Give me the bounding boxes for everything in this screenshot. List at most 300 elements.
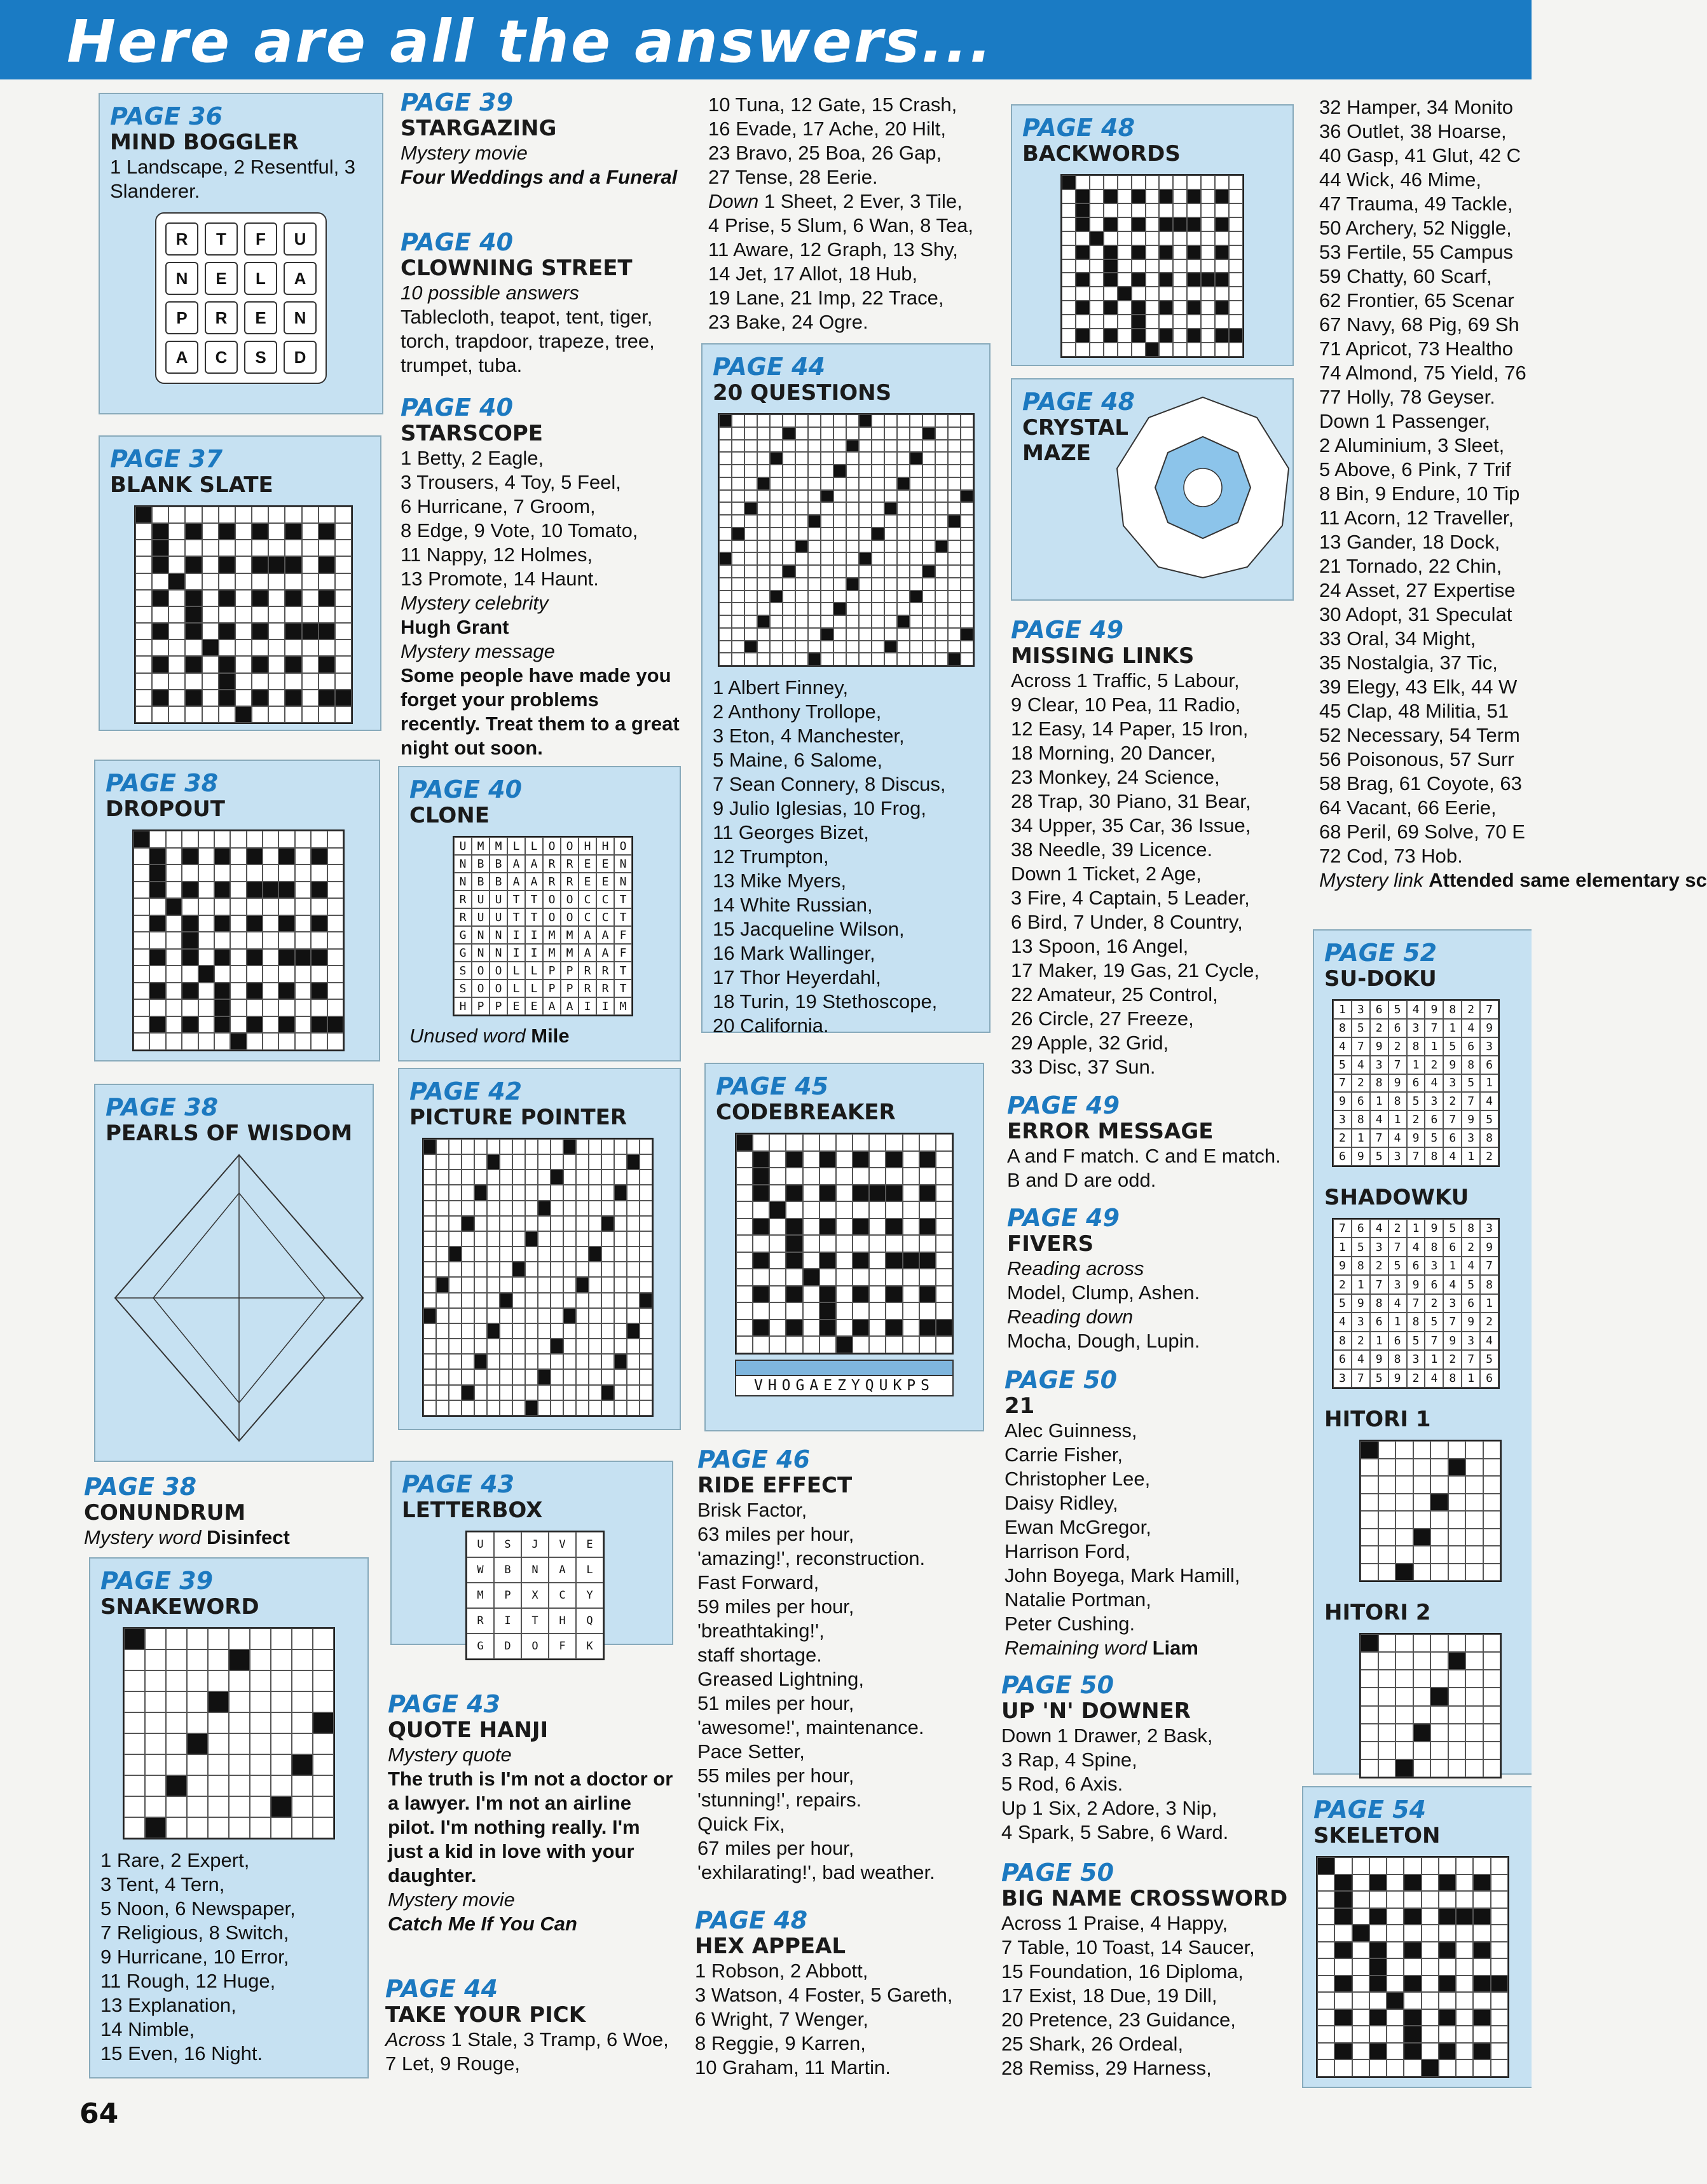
grid-cell	[1173, 287, 1187, 301]
grid-cell	[487, 1323, 500, 1339]
grid-cell: 9	[1462, 1313, 1480, 1331]
grid-cell	[869, 1286, 886, 1303]
grid-cell	[500, 1277, 512, 1292]
grid-cell	[576, 1185, 589, 1200]
grid-cell	[744, 440, 757, 453]
grid-cell: 7	[1352, 1037, 1370, 1056]
grid-cell	[263, 1033, 278, 1050]
grid-cell	[1104, 203, 1118, 217]
grid-cell	[1404, 2059, 1421, 2077]
grid-cell	[833, 502, 846, 515]
grid-cell	[268, 623, 285, 639]
grid-cell	[627, 1262, 640, 1277]
grid-cell	[500, 1308, 512, 1323]
grid-cell	[884, 452, 897, 465]
answer-line: 35 Nostalgia, 37 Tic,	[1319, 652, 1498, 674]
answer-line: 3 Rap, 4 Spine,	[1001, 1749, 1137, 1771]
grid-cell	[1187, 273, 1201, 287]
grid-cell	[744, 540, 757, 553]
grid-cell	[208, 1733, 229, 1754]
grid-cell	[219, 590, 235, 606]
grid-cell	[897, 440, 910, 453]
grid-cell	[235, 590, 252, 606]
grid-cell	[182, 932, 198, 949]
unused-answer: Mile	[531, 1025, 570, 1047]
grid-cell	[462, 1400, 474, 1416]
grid-cell	[859, 502, 872, 515]
grid-cell: 5	[1443, 1219, 1462, 1238]
grid-cell	[149, 1016, 165, 1034]
grid-cell	[462, 1369, 474, 1384]
grid-cell	[124, 1733, 145, 1754]
grid-cell	[1229, 329, 1243, 343]
grid-cell	[152, 590, 168, 606]
grid-cell	[1456, 2026, 1473, 2043]
grid-cell	[936, 1134, 952, 1151]
grid-cell	[124, 1754, 145, 1775]
grid-cell	[214, 898, 230, 915]
grid-cell	[1456, 1942, 1473, 1959]
grid-cell	[1473, 2026, 1490, 2043]
grid-cell	[247, 848, 263, 865]
grid-cell	[182, 966, 198, 983]
grid-cell	[525, 1154, 538, 1170]
grid-cell: 9	[1370, 1037, 1388, 1056]
answer-line: John Boyega, Mark Hamill,	[1004, 1564, 1240, 1587]
grid-cell	[1215, 189, 1229, 203]
grid-cell: 6	[1333, 1350, 1352, 1368]
grid-cell	[961, 502, 973, 515]
grid-cell	[884, 440, 897, 453]
grid-cell	[214, 932, 230, 949]
grid-cell	[936, 1269, 952, 1286]
grid-cell	[884, 578, 897, 590]
grid-cell	[640, 1339, 652, 1354]
grid-cell	[134, 864, 149, 882]
grid-cell	[1404, 1958, 1421, 1976]
grid-cell	[1448, 1564, 1466, 1581]
grid-cell: 5	[1388, 1257, 1407, 1275]
grid-cell	[198, 864, 214, 882]
grid-cell	[886, 1134, 902, 1151]
grid-cell	[948, 414, 961, 427]
grid-cell	[1317, 2009, 1334, 2026]
grid-cell	[285, 639, 301, 656]
grid-cell: B	[472, 855, 490, 873]
grid-cell	[757, 490, 770, 503]
grid-cell	[1317, 1942, 1334, 1959]
grid-cell	[135, 639, 152, 656]
grid-cell	[897, 615, 910, 628]
grid-cell	[1118, 301, 1132, 315]
grid-cell	[640, 1154, 652, 1170]
grid-cell	[872, 477, 884, 490]
grid-cell	[335, 706, 352, 723]
grid-cell	[836, 1168, 853, 1185]
page-label: PAGE 38	[106, 769, 219, 797]
grid-cell	[833, 628, 846, 641]
grid-cell	[335, 590, 352, 606]
answer-line: 11 Aware, 12 Graph, 13 Shy,	[708, 238, 958, 261]
answer-line: 5 Noon, 6 Newspaper,	[100, 1897, 296, 1920]
grid-cell	[886, 1269, 902, 1286]
grid-cell	[1215, 245, 1229, 259]
grid-cell	[202, 623, 219, 639]
grid-cell	[1465, 1441, 1483, 1459]
grid-cell	[271, 1733, 292, 1754]
grid-cell: 7	[1407, 1147, 1425, 1166]
grid-cell	[208, 1775, 229, 1796]
grid-cell: R	[543, 855, 561, 873]
grid-cell	[335, 656, 352, 672]
grid-cell	[576, 1216, 589, 1231]
grid-cell: 7	[1462, 1092, 1480, 1110]
grid-cell	[576, 1293, 589, 1308]
grid-cell	[919, 1269, 936, 1286]
grid-cell	[1104, 231, 1118, 245]
grid-cell	[551, 1139, 563, 1154]
grid-cell	[1473, 1942, 1490, 1959]
grid-cell	[563, 1277, 576, 1292]
grid-cell	[134, 932, 149, 949]
grid-cell	[935, 414, 948, 427]
grid-cell	[219, 523, 235, 540]
grid-cell	[252, 656, 268, 672]
grid-cell	[1090, 245, 1104, 259]
grid-cell	[948, 528, 961, 540]
grid-cell	[449, 1185, 462, 1200]
grid-cell	[1076, 217, 1090, 231]
grid-cell	[1378, 1634, 1396, 1652]
grid-cell	[769, 1235, 786, 1252]
grid-cell	[263, 882, 278, 899]
grid-cell	[1465, 1670, 1483, 1688]
grid-cell	[250, 1796, 271, 1817]
grid-cell	[1369, 2009, 1387, 2026]
grid-cell	[449, 1231, 462, 1246]
grid-cell	[423, 1246, 436, 1262]
grid-cell	[512, 1308, 525, 1323]
grid-cell: 8	[1425, 1238, 1443, 1256]
grid-cell	[423, 1293, 436, 1308]
grid-cell: 1	[1480, 1074, 1498, 1093]
grid-cell	[783, 628, 795, 641]
grid-cell	[836, 1134, 853, 1151]
sudoku-section	[1313, 929, 1532, 1775]
answer-line: 23 Monkey, 24 Science,	[1011, 766, 1220, 788]
grid-cell: 4	[1425, 1369, 1443, 1388]
grid-cell	[819, 1201, 836, 1218]
grid-cell	[1132, 301, 1146, 315]
grid-cell	[935, 515, 948, 528]
grid-cell	[719, 615, 732, 628]
grid-cell	[512, 1185, 525, 1200]
grid-cell	[1062, 217, 1076, 231]
grid-cell	[795, 528, 808, 540]
grid-cell	[872, 641, 884, 653]
grid-cell	[168, 656, 185, 672]
grid-cell	[910, 465, 922, 477]
grid-cell	[910, 490, 922, 503]
grid-cell: U	[472, 891, 490, 908]
grid-cell	[903, 1269, 919, 1286]
grid-cell	[1229, 189, 1243, 203]
grid-cell: 8	[1352, 1257, 1370, 1275]
grid-cell: 2	[1443, 1092, 1462, 1110]
grid-cell	[732, 603, 744, 615]
grid-cell	[185, 606, 202, 623]
grid-cell	[202, 590, 219, 606]
grid-cell	[736, 1218, 753, 1236]
grid-cell	[1465, 1546, 1483, 1564]
grid-cell	[719, 490, 732, 503]
grid-cell: T	[614, 891, 632, 908]
grid-cell	[846, 653, 859, 665]
grid-cell	[1229, 315, 1243, 329]
grid-cell	[487, 1170, 500, 1185]
grid-cell	[152, 556, 168, 573]
grid-cell	[1334, 2009, 1352, 2026]
grid-cell	[219, 639, 235, 656]
grid-cell	[208, 1817, 229, 1838]
grid-cell	[462, 1231, 474, 1246]
grid-cell	[884, 615, 897, 628]
grid-cell	[1369, 1874, 1387, 1892]
grid-cell	[757, 440, 770, 453]
grid-cell	[783, 414, 795, 427]
grid-cell	[1146, 189, 1160, 203]
answer-line: 59 miles per hour,	[697, 1595, 854, 1618]
grid-cell	[1361, 1494, 1378, 1512]
grid-cell	[1483, 1670, 1501, 1688]
grid-cell	[1395, 1634, 1413, 1652]
grid-cell	[1456, 1891, 1473, 1908]
grid-cell	[166, 831, 182, 848]
grid-cell	[757, 578, 770, 590]
grid-cell: 1	[1407, 1219, 1425, 1238]
grid-cell	[808, 565, 821, 578]
grid-cell	[1187, 231, 1201, 245]
grid-cell	[278, 864, 294, 882]
grid-cell	[853, 1269, 869, 1286]
grid-cell	[589, 1154, 601, 1170]
grid-cell: 5	[1333, 1294, 1352, 1313]
grid-cell	[627, 1308, 640, 1323]
grid-cell	[961, 552, 973, 565]
grid-cell	[1334, 1891, 1352, 1908]
grid-cell	[869, 1336, 886, 1353]
page-label: PAGE 38	[84, 1473, 197, 1501]
grid-cell	[1062, 259, 1076, 273]
grid-cell	[1465, 1724, 1483, 1742]
page-label: PAGE 37	[110, 445, 223, 473]
grid-cell	[922, 515, 935, 528]
grid-cell	[922, 578, 935, 590]
grid-cell	[732, 427, 744, 440]
grid-cell	[436, 1293, 449, 1308]
grid-cell	[423, 1154, 436, 1170]
grid-cell	[1491, 2059, 1508, 2077]
grid-cell	[187, 1733, 208, 1754]
grid-cell	[732, 552, 744, 565]
grid-cell	[292, 1796, 313, 1817]
grid-cell	[770, 540, 783, 553]
down-answer: Mocha, Dough, Lupin.	[1007, 1330, 1200, 1352]
grid-cell: 2	[1407, 1110, 1425, 1129]
grid-cell	[198, 848, 214, 865]
celebrity-label: Mystery celebrity	[401, 592, 549, 614]
grid-cell	[302, 606, 319, 623]
grid-cell	[202, 540, 219, 556]
grid-cell: 6	[1425, 1110, 1443, 1129]
grid-cell	[135, 706, 152, 723]
grid-cell	[919, 1286, 936, 1303]
grid-cell	[1132, 203, 1146, 217]
grid-cell	[1352, 1908, 1369, 1925]
grid-cell	[295, 1016, 311, 1034]
grid-cell	[124, 1712, 145, 1733]
grid-cell	[961, 615, 973, 628]
grid-cell	[525, 1354, 538, 1369]
answer-line: 5 Above, 6 Pink, 7 Trif	[1319, 458, 1511, 481]
grid-cell: T	[525, 908, 543, 926]
grid-cell: 7	[1443, 1110, 1462, 1129]
grid-cell	[168, 706, 185, 723]
grid-cell: P	[543, 979, 561, 997]
grid-cell	[149, 1033, 165, 1050]
answer-line: Daisy Ridley,	[1004, 1492, 1118, 1514]
grid-cell	[134, 1033, 149, 1050]
grid-cell	[319, 706, 335, 723]
grid-cell: 3	[1443, 1294, 1462, 1313]
answer-line: 15 Foundation, 16 Diploma,	[1001, 1960, 1244, 1983]
grid-cell: L	[507, 837, 525, 855]
grid-cell	[795, 414, 808, 427]
grid-cell	[744, 502, 757, 515]
grid-cell	[208, 1628, 229, 1649]
grid-cell: N	[454, 873, 472, 891]
grid-cell	[1118, 273, 1132, 287]
grid-cell: 5	[1370, 1147, 1388, 1166]
clone-grid	[453, 836, 633, 1016]
grid-cell	[263, 932, 278, 949]
grid-cell: I	[596, 997, 614, 1015]
grid-cell	[576, 1339, 589, 1354]
grid-cell	[601, 1277, 614, 1292]
grid-cell: O	[472, 962, 490, 979]
grid-cell	[1159, 217, 1173, 231]
grid-cell	[230, 915, 246, 932]
grid-cell	[1430, 1724, 1448, 1742]
answer-line: 32 Hamper, 34 Monito	[1319, 96, 1514, 118]
section-title: MISSING LINKS	[1011, 643, 1195, 669]
grid-cell	[311, 999, 327, 1016]
grid-cell: N	[490, 944, 507, 962]
grid-cell	[833, 452, 846, 465]
grid-cell	[795, 477, 808, 490]
grid-cell	[185, 556, 202, 573]
grid-cell	[576, 1231, 589, 1246]
grid-cell	[948, 465, 961, 477]
grid-cell: 3	[1333, 1369, 1352, 1388]
grid-cell	[538, 1369, 551, 1384]
grid-cell: R	[596, 962, 614, 979]
grid-cell	[563, 1216, 576, 1231]
grid-cell	[1473, 1908, 1490, 1925]
grid-cell	[1229, 203, 1243, 217]
grid-cell	[903, 1201, 919, 1218]
grid-cell	[627, 1246, 640, 1262]
grid-cell	[886, 1286, 902, 1303]
mystery-link-label: Mystery link	[1319, 869, 1423, 891]
grid-cell	[1456, 2009, 1473, 2026]
grid-cell	[1146, 203, 1160, 217]
grid-cell	[836, 1218, 853, 1236]
grid-cell	[1132, 259, 1146, 273]
grid-cell	[732, 578, 744, 590]
grid-cell: 9	[1407, 1275, 1425, 1293]
grid-cell	[808, 414, 821, 427]
grid-cell: G	[454, 944, 472, 962]
grid-cell	[185, 623, 202, 639]
grid-cell	[719, 528, 732, 540]
grid-cell	[922, 565, 935, 578]
grid-cell	[601, 1400, 614, 1416]
grid-cell	[736, 1151, 753, 1168]
grid-cell	[846, 414, 859, 427]
section-title: SNAKEWORD	[100, 1594, 259, 1620]
grid-cell	[1076, 175, 1090, 189]
grid-cell: 4	[1370, 1110, 1388, 1129]
grid-cell	[313, 1817, 334, 1838]
grid-cell	[884, 540, 897, 553]
grid-cell	[640, 1354, 652, 1369]
grid-cell	[551, 1216, 563, 1231]
grid-cell: E	[507, 997, 525, 1015]
grid-cell	[961, 452, 973, 465]
grid-cell	[795, 578, 808, 590]
grid-cell	[135, 573, 152, 590]
grid-cell	[589, 1308, 601, 1323]
grid-cell	[538, 1354, 551, 1369]
grid-cell	[576, 1385, 589, 1400]
grid-cell	[198, 898, 214, 915]
grid-cell	[436, 1354, 449, 1369]
grid-cell	[166, 1775, 187, 1796]
grid-cell: 4	[1443, 1275, 1462, 1293]
grid-cell	[214, 983, 230, 1000]
grid-cell	[500, 1170, 512, 1185]
grid-cell	[134, 999, 149, 1016]
answer-line: 1 Betty, 2 Eagle,	[401, 447, 544, 469]
grid-cell	[500, 1385, 512, 1400]
grid-cell	[935, 477, 948, 490]
grid-cell	[640, 1246, 652, 1262]
grid-cell: T	[507, 891, 525, 908]
grid-cell	[1334, 1908, 1352, 1925]
answer-line: 67 miles per hour,	[697, 1837, 854, 1859]
grid-cell: 2	[1407, 1369, 1425, 1388]
grid-cell	[1413, 1494, 1431, 1512]
grid-cell: 2	[1333, 1275, 1352, 1293]
grid-cell	[187, 1691, 208, 1712]
grid-cell	[1422, 2043, 1439, 2060]
grid-cell	[770, 440, 783, 453]
grid-cell: U	[454, 837, 472, 855]
grid-cell: T	[614, 962, 632, 979]
grid-cell	[230, 882, 246, 899]
grid-cell	[853, 1218, 869, 1236]
